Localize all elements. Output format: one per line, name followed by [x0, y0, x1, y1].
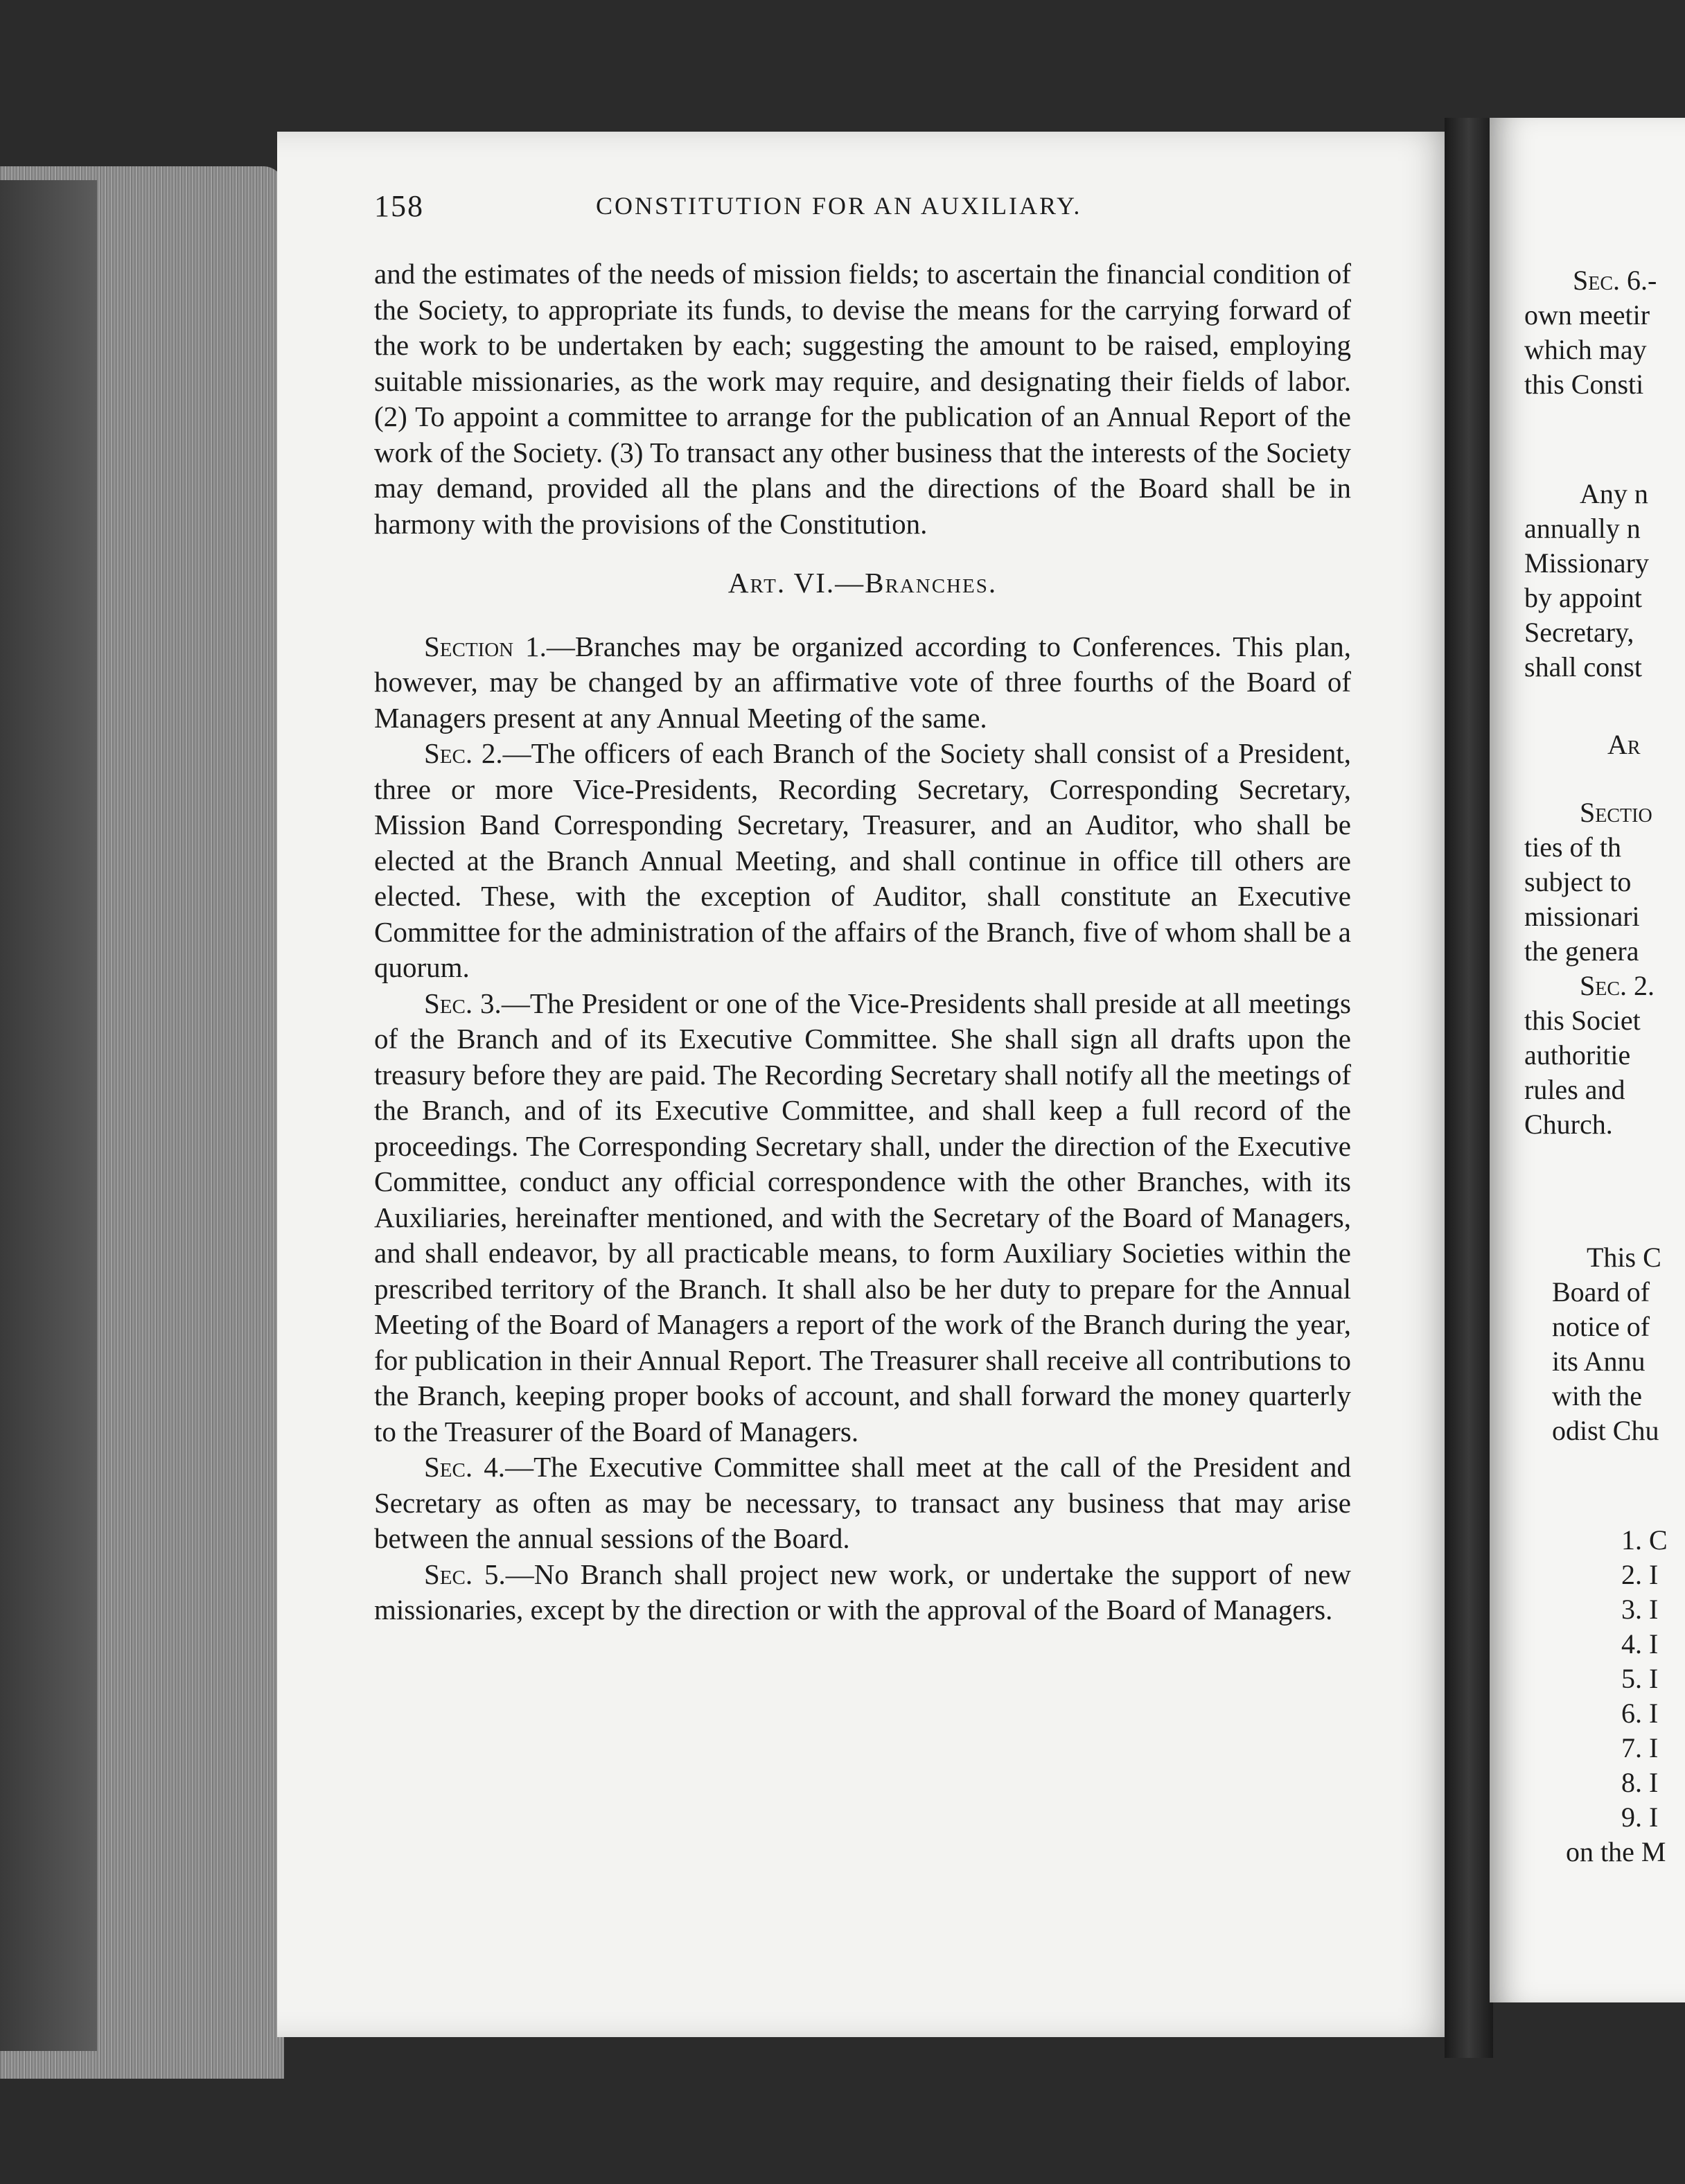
right-line: Sec. 6.- [1573, 265, 1657, 296]
right-line: ties of th [1524, 831, 1621, 863]
section-text: —The officers of each Branch of the Society shall consist of a President, three or more Vice-Presidents, Recording Secretary, Corresponding Secretary, Mission Band Corresponding Secretary, Treasurer, and an Auditor, who shall be elected at the Branch Annual Meeting, and shall continue in office till others are elected. These, with the exception of Auditor, shall constitute an Executive Committee for the administration of the affairs of the Branch, five of whom shall be a quorum. [374, 737, 1351, 983]
right-line: Any n [1580, 478, 1648, 509]
right-line: annually n [1524, 513, 1641, 544]
right-line: own meetir [1524, 299, 1650, 331]
right-line: which may [1524, 334, 1647, 365]
right-line: this Consti [1524, 369, 1644, 400]
right-line: by appoint [1524, 582, 1642, 613]
right-line: This C [1587, 1242, 1661, 1273]
right-line: Sec. 2. [1580, 970, 1655, 1001]
book-gutter [1445, 118, 1493, 2058]
section-paragraph [374, 1557, 1351, 1628]
right-line: subject to [1524, 866, 1632, 897]
right-line: missionari [1524, 901, 1640, 932]
right-line: shall const [1524, 651, 1642, 682]
right-line: 6. I [1621, 1698, 1659, 1729]
book-edge-shadow [0, 180, 97, 2051]
section-paragraph [374, 1450, 1351, 1557]
right-line: its Annu [1552, 1346, 1646, 1377]
right-line: notice of [1552, 1311, 1650, 1342]
right-line: 2. I [1621, 1559, 1659, 1590]
right-line: 4. I [1621, 1628, 1659, 1659]
right-line: on the M [1566, 1836, 1666, 1867]
right-line: 1. C [1621, 1524, 1668, 1556]
section-text: —The President or one of the Vice-Presidents shall preside at all meetings of the Branch and of its Executive Committee. She shall sign all drafts upon the treasury before they are paid. The Recording Secretary shall notify all the meetings of the Branch, and of its Executive Committee, and shall keep a full record of the proceedings. The Corresponding Secretary shall, under the direction of the Executive Committee, conduct any official correspondence with the other Branches, with its Auxiliaries, hereinafter mentioned, and with the Secretary of the Board of Managers, and shall endeavor, by all practicable means, to form Auxiliary Societies within the prescribed territory of the Branch. It shall also be her duty to prepare for the Annual Meeting of the Board of Managers a report of the work of the Branch during the year, for publication in their Annual Report. The Treasurer shall receive all contributions to the Branch, keeping proper books of account, and shall forward the money quarterly to the Treasurer of the Board of Managers. [374, 987, 1351, 1447]
right-page-text [1524, 0, 1685, 2184]
page-header [374, 188, 1351, 230]
right-line: 3. I [1621, 1594, 1659, 1625]
left-page-text [374, 256, 1351, 1628]
section-text: —The Executive Committee shall meet at the call of the President and Secretary as often as may be necessary, to transact any business that may arise between the annual sessions of the Board. [374, 1451, 1352, 1554]
section-paragraph [374, 986, 1351, 1450]
page-number: 158 [374, 189, 424, 223]
right-line: 5. I [1621, 1663, 1659, 1694]
right-line: Board of [1552, 1276, 1650, 1307]
section-label: Sec. 4. [424, 1451, 506, 1483]
right-line: Church. [1524, 1109, 1613, 1140]
right-line: authoritie [1524, 1039, 1631, 1071]
right-line: this Societ [1524, 1005, 1641, 1036]
right-line: Ar [1607, 729, 1641, 760]
right-line: Sectio [1580, 797, 1652, 828]
right-line: 9. I [1621, 1802, 1659, 1833]
running-title: CONSTITUTION FOR AN AUXILIARY. [596, 192, 1082, 220]
section-paragraph [374, 629, 1351, 737]
right-line: odist Chu [1552, 1415, 1659, 1446]
section-label: Sec. 5. [424, 1558, 506, 1590]
right-line: the genera [1524, 935, 1639, 967]
section-label: Sec. 3. [424, 987, 502, 1019]
right-line: Missionary [1524, 547, 1649, 579]
section-text: —No Branch shall project new work, or undertake the support of new missionaries, except by the direction or with the approval of the Board of Managers. [374, 1558, 1352, 1626]
continued-paragraph: and the estimates of the needs of mission fields; to ascertain the financial condition of the Society, to appropriate its funds, to devise the means for the carrying forward of the work to be undertaken by each; suggesting the amount to be raised, employing suitable missionaries, as the work may require, and designating their fields of labor. (2) To appoint a committee to arrange for the publication of an Annual Report of the work of the Society. (3) To transact any other business that the interests of the Society may demand, provided all the plans and the directions of the Board shall be in harmony with the provisions of the Constitution. [374, 258, 1351, 540]
article-heading: Art. VI.—Branches. [727, 567, 998, 599]
right-line: with the [1552, 1380, 1642, 1411]
right-line: rules and [1524, 1074, 1625, 1105]
section-paragraph [374, 736, 1351, 986]
section-label: Section 1. [424, 630, 547, 662]
right-line: 8. I [1621, 1767, 1659, 1798]
right-line: 7. I [1621, 1732, 1659, 1763]
section-text: —Branches may be organized according to Conferences. This plan, however, may be changed by an affirmative vote of three fourths of the Board of Managers present at any Annual Meeting of the same. [374, 630, 1351, 734]
section-label: Sec. 2. [424, 737, 503, 769]
right-line: Secretary, [1524, 617, 1634, 648]
